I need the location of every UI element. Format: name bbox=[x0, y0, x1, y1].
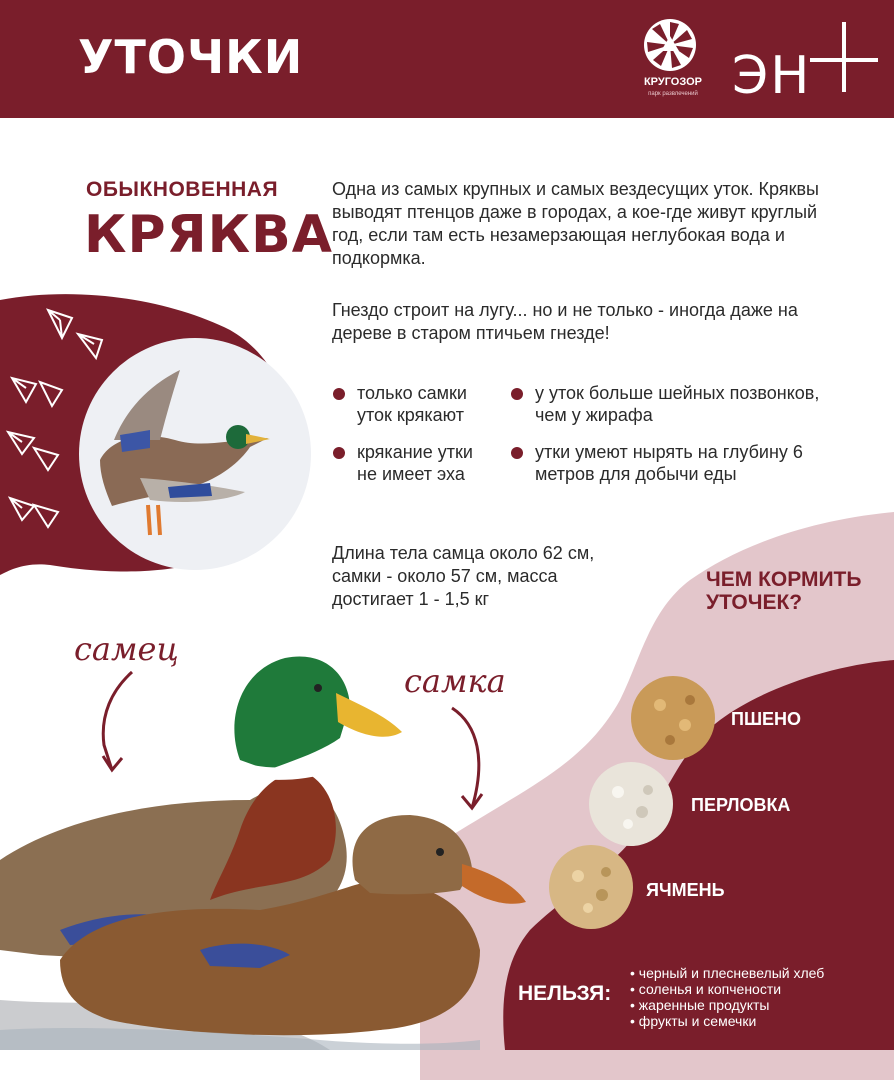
fact-text: у уток больше шейных позвонков, чем у жирафа bbox=[535, 383, 820, 425]
fact-text: утки умеют нырять на глубину 6 метров для добычи еды bbox=[535, 442, 803, 484]
forbidden-list bbox=[630, 965, 824, 1029]
intro-paragraph-1: Одна из самых крупных и самых вездесущих уток. Кряквы выводят птенцов даже в городах, а кое-где живут круглый год, если там есть незамерзающая неглубокая вода и подкормка. bbox=[332, 179, 819, 268]
size-info: Длина тела самца около 62 см, самки - около 57 см, масса достигает 1 - 1,5 кг bbox=[332, 543, 595, 609]
forbidden-text: черный и плесневелый хлеб bbox=[638, 965, 825, 981]
forbidden-item: • черный и плесневелый хлеб bbox=[630, 965, 825, 981]
species-label-small: ОБЫКНОВЕННАЯ bbox=[86, 178, 279, 201]
krugozor-subtitle: парк развлечений bbox=[648, 91, 698, 97]
forbidden-text: жаренные продукты bbox=[638, 997, 770, 1013]
krugozor-name: КРУГОЗОР bbox=[643, 76, 703, 88]
forbidden-item: • жаренные продукты bbox=[630, 997, 770, 1013]
page-title: УТОЧКИ bbox=[78, 30, 304, 84]
bullet-icon bbox=[511, 388, 523, 400]
species-label-big: КРЯКВА bbox=[84, 205, 334, 265]
forbidden-item: • фрукты и семечки bbox=[630, 1013, 757, 1029]
en-logo-text: ЭН bbox=[732, 46, 812, 106]
bullet-icon bbox=[511, 447, 523, 459]
forbidden-text: фрукты и семечки bbox=[638, 1013, 757, 1029]
forbidden-item: • соленья и копчености bbox=[630, 981, 782, 997]
male-label: самец bbox=[74, 630, 179, 668]
bullet-icon bbox=[333, 388, 345, 400]
wheat-grain-image bbox=[631, 676, 715, 760]
pearl-barley-image bbox=[589, 762, 673, 846]
forbidden-text: соленья и копчености bbox=[638, 981, 782, 997]
fact-text: только самки уток крякают bbox=[357, 383, 467, 425]
female-label: самка bbox=[404, 662, 506, 700]
feeding-title: ЧЕМ КОРМИТЬ УТОЧЕК? bbox=[706, 568, 862, 614]
barley-image bbox=[549, 845, 633, 929]
fact-text: крякание утки не имеет эха bbox=[357, 442, 473, 484]
bullet-icon bbox=[333, 447, 345, 459]
forbidden-label: НЕЛЬЗЯ: bbox=[518, 982, 612, 1005]
feed-item-label: ПЕРЛОВКА bbox=[691, 795, 791, 815]
feed-item-label: ПШЕНО bbox=[731, 709, 802, 729]
arrow-icon bbox=[103, 672, 132, 770]
intro-paragraph-2: Гнездо строит на лугу... но и не только - иногда даже на дереве в старом птичьем гнезде! bbox=[332, 300, 798, 343]
feed-item-label: ЯЧМЕНЬ bbox=[646, 880, 725, 900]
